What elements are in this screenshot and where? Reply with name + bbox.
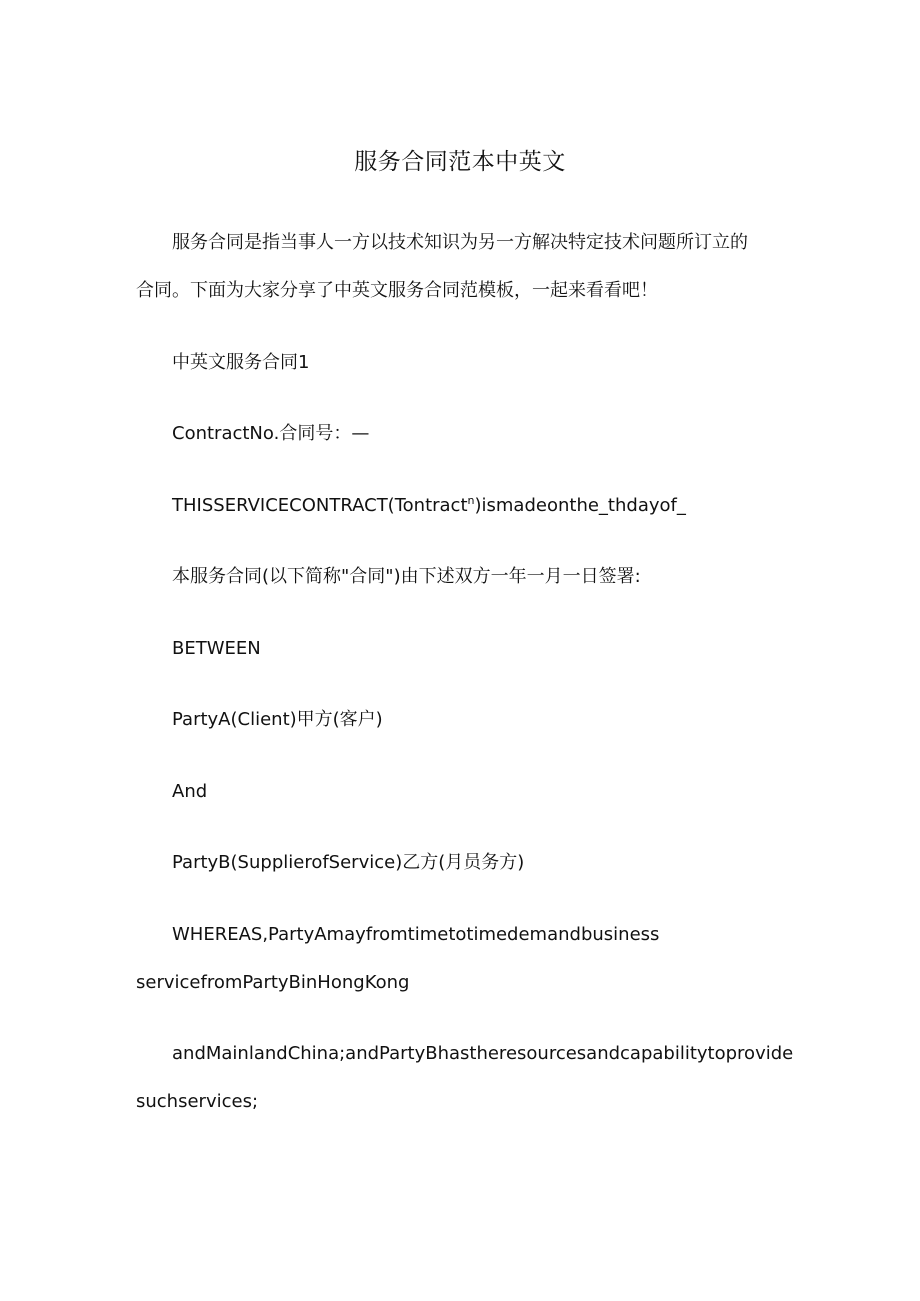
section-heading: 中英文服务合同1 bbox=[172, 352, 310, 373]
mainland-paragraph bbox=[136, 1041, 796, 1115]
contract-opening-text-a: THISSERVICECONTRACT(Tontract bbox=[172, 495, 468, 516]
contract-opening-superscript: n bbox=[467, 494, 475, 507]
document-title: 服务合同范本中英文 bbox=[354, 149, 566, 175]
intro-paragraph bbox=[136, 230, 796, 304]
intro-line-2: 合同。下面为大家分享了中英文服务合同范模板，一起来看看吧！ bbox=[136, 280, 658, 301]
whereas-line-1: WHEREAS,PartyAmayfromtimetotimedemandbusiness bbox=[172, 924, 660, 945]
whereas-paragraph bbox=[136, 922, 796, 996]
contract-number: ContractNo.合同号：— bbox=[172, 423, 370, 444]
contract-opening-text-b: )ismadeonthe_thdayof_ bbox=[474, 495, 686, 516]
contract-opening-chinese: 本服务合同(以下简称"合同")由下述双方一年一月一日签署: bbox=[172, 566, 641, 587]
whereas-line-2: servicefromPartyBinHongKong bbox=[136, 972, 410, 993]
mainland-line-2: suchservices; bbox=[136, 1091, 259, 1112]
mainland-line-1: andMainlandChina;andPartyBhastheresourcesandcapabilitytoprovide bbox=[172, 1043, 794, 1064]
and-label: And bbox=[172, 781, 208, 802]
party-b: PartyB(SupplierofService)乙方(月员务方) bbox=[172, 852, 525, 873]
between-label: BETWEEN bbox=[172, 638, 261, 659]
party-a: PartyA(Client)甲方(客户) bbox=[172, 709, 383, 730]
contract-opening-english bbox=[136, 493, 832, 519]
intro-line-1: 服务合同是指当事人一方以技术知识为另一方解决特定技术问题所订立的 bbox=[172, 232, 748, 253]
